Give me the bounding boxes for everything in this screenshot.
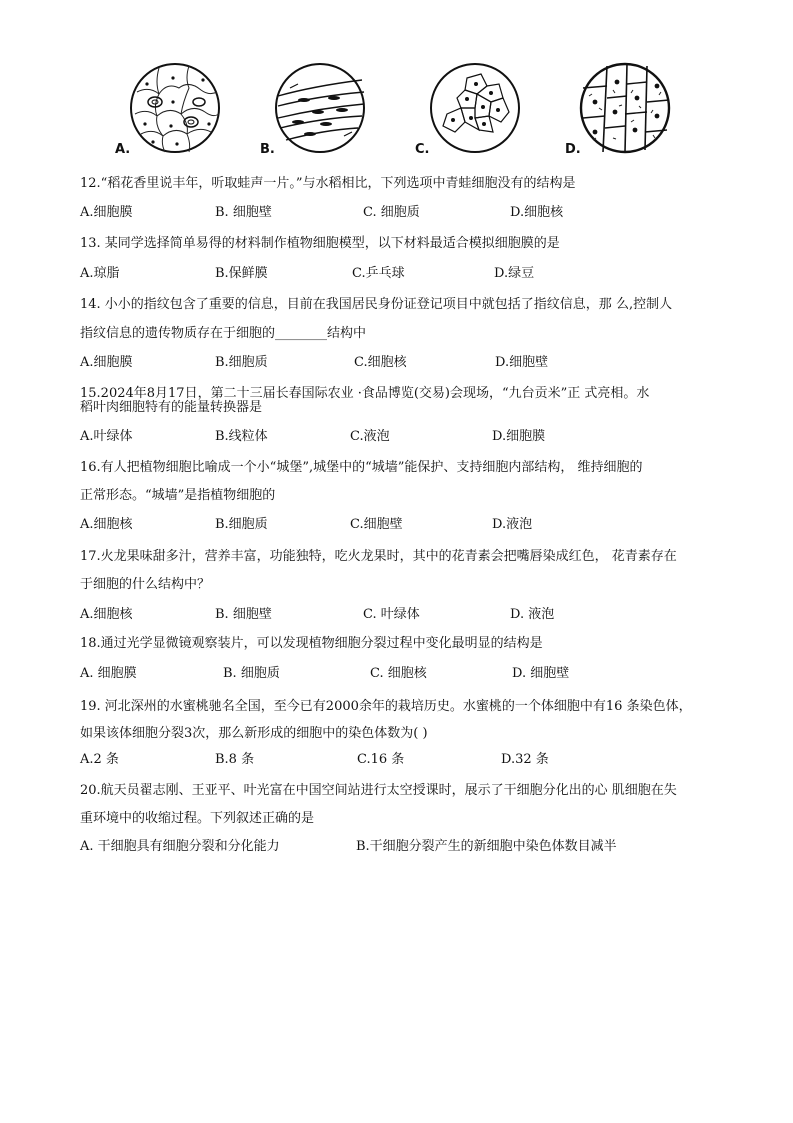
onion-epidermis-cells-drawing [579,62,671,154]
question-14-option-a[interactable]: A.细胞膜 [80,355,133,370]
muscle-fiber-cells-drawing [274,62,366,154]
question-19-option-a[interactable]: A.2 条 [80,752,119,767]
question-13-option-d[interactable]: D.绿豆 [494,266,535,281]
question-17-option-a[interactable]: A.细胞核 [80,607,133,622]
question-19-stem-line-1: 19. 河北深州的水蜜桃驰名全国，至今已有2000余年的栽培历史。水蜜桃的一个体细胞中有16 条染色体， [80,699,692,714]
figure-c-label: C. [415,142,430,157]
question-18-option-d[interactable]: D. 细胞壁 [512,666,570,681]
figure-d-label: D. [565,142,581,157]
question-16-option-c[interactable]: C.细胞壁 [350,517,403,532]
question-15-option-d[interactable]: D.细胞膜 [492,429,546,444]
figure-d [565,60,675,165]
question-12-stem: 12.“稻花香里说丰年，听取蛙声一片。”与水稻相比，下列选项中青蛙细胞没有的结构是 [80,176,576,191]
question-16-option-b[interactable]: B.细胞质 [215,517,268,532]
question-20-options [80,833,720,861]
question-14-option-d[interactable]: D.细胞壁 [495,355,549,370]
question-18-stem: 18.通过光学显微镜观察装片，可以发现植物细胞分裂过程中变化最明显的结构是 [80,636,543,651]
question-17-option-b[interactable]: B. 细胞壁 [215,607,272,622]
question-12-option-c[interactable]: C. 细胞质 [363,205,420,220]
question-17-stem-line-2: 于细胞的什么结构中？ [80,577,211,592]
question-13-options [80,260,720,288]
question-14-stem-line-1: 14. 小小的指纹包含了重要的信息，目前在我国居民身份证登记项目中就包括了指纹信息，那 么,控制人 [80,297,673,312]
question-14-option-b[interactable]: B.细胞质 [215,355,268,370]
question-16-option-a[interactable]: A.细胞核 [80,517,133,532]
figure-a [115,60,225,165]
question-19-option-c[interactable]: C.16 条 [357,752,405,767]
question-12-option-b[interactable]: B. 细胞壁 [215,205,272,220]
question-13-stem: 13. 某同学选择简单易得的材料制作植物细胞模型，以下材料最适合模拟细胞膜的是 [80,236,560,251]
question-18-option-b[interactable]: B. 细胞质 [223,666,280,681]
question-15-stem-line-1: 15.2024年8月17日，第二十三届长春国际农业 ·食品博览(交易)会现场，“九台贡米”正 式亮相。水 [80,386,650,401]
question-19-option-d[interactable]: D.32 条 [501,752,549,767]
figure-b [260,60,370,165]
cell-figure-row [115,60,715,165]
question-13-option-b[interactable]: B.保鲜膜 [215,266,268,281]
question-18-option-c[interactable]: C. 细胞核 [370,666,427,681]
question-19-options [80,746,720,774]
epithelial-cells-drawing [429,62,521,154]
question-19-option-b[interactable]: B.8 条 [215,752,255,767]
question-16-stem-line-2: 正常形态。“城墙”是指植物细胞的 [80,488,276,503]
question-13-option-c[interactable]: C.乒乓球 [352,266,405,281]
question-18-option-a[interactable]: A. 细胞膜 [80,666,137,681]
question-16-options [80,511,720,539]
question-15-stem-line-2: 稻叶肉细胞特有的能量转换器是 [80,400,263,415]
question-15-option-b[interactable]: B.线粒体 [215,429,268,444]
question-20-option-a[interactable]: A. 干细胞具有细胞分裂和分化能力 [80,839,280,854]
figure-b-label: B. [260,142,275,157]
question-14-stem-line-2: 指纹信息的遗传物质存在于细胞的________结构中 [80,326,367,341]
question-17-stem-line-1: 17.火龙果味甜多汁，营养丰富，功能独特，吃火龙果时，其中的花青素会把嘴唇染成红色， 花青素存在 [80,549,677,564]
plant-leaf-cells-drawing [129,62,221,154]
figure-c [415,60,525,165]
question-16-stem-line-1: 16.有人把植物细胞比喻成一个小“城堡”,城堡中的“城墙”能保护、支持细胞内部结构， 维持细胞的 [80,460,643,475]
question-15-options [80,423,720,451]
question-20-option-b[interactable]: B.干细胞分裂产生的新细胞中染色体数目减半 [356,839,617,854]
question-18-options [80,660,720,688]
question-16-option-d[interactable]: D.液泡 [492,517,533,532]
question-17-option-d[interactable]: D. 液泡 [510,607,555,622]
question-12-options [80,199,720,227]
question-15-option-c[interactable]: C.液泡 [350,429,390,444]
question-17-option-c[interactable]: C. 叶绿体 [363,607,420,622]
question-13-option-a[interactable]: A.琼脂 [80,266,120,281]
question-12-option-d[interactable]: D.细胞核 [510,205,564,220]
question-20-stem-line-2: 重环境中的收缩过程。下列叙述正确的是 [80,811,315,826]
figure-a-label: A. [115,142,131,157]
question-12-option-a[interactable]: A.细胞膜 [80,205,133,220]
question-14-option-c[interactable]: C.细胞核 [354,355,407,370]
question-17-options [80,601,720,629]
question-14-options [80,349,720,377]
question-20-stem-line-1: 20.航天员翟志刚、王亚平、叶光富在中国空间站进行太空授课时，展示了干细胞分化出的心 肌细胞在失 [80,783,677,798]
question-19-stem-line-2: 如果该体细胞分裂3次，那么新形成的细胞中的染色体数为( ) [80,726,428,741]
question-15-option-a[interactable]: A.叶绿体 [80,429,133,444]
